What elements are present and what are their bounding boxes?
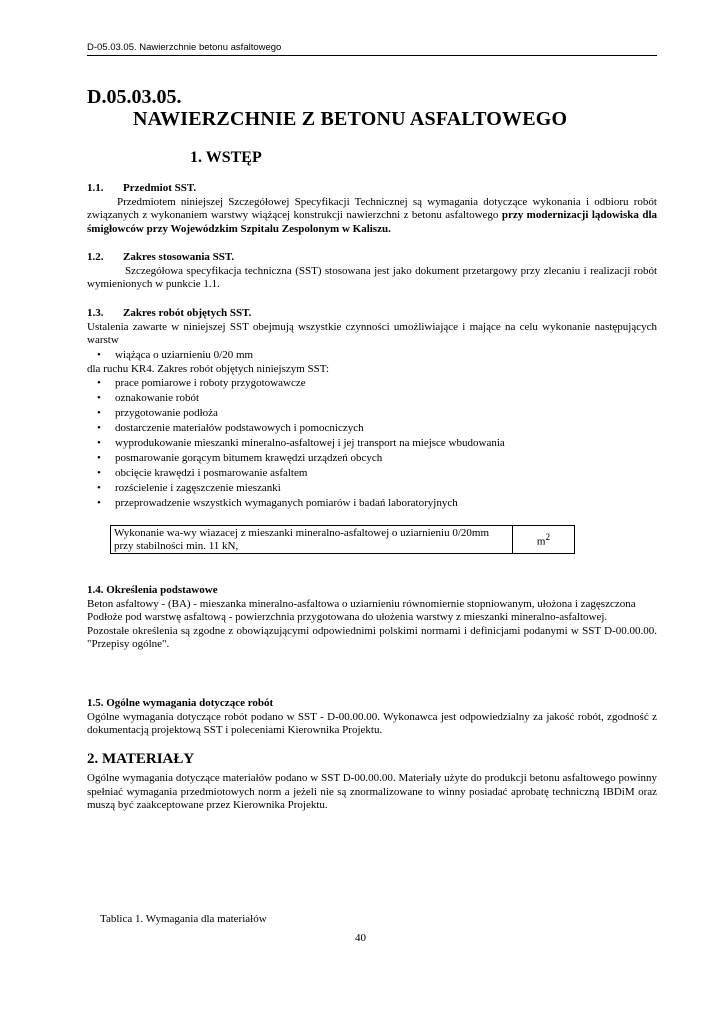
list-item: • oznakowanie robót [87,391,657,406]
document-code: D.05.03.05. [87,86,182,108]
list-item: • przeprowadzenie wszystkich wymaganych pomiarów i badań laboratoryjnych [87,496,657,511]
list-item: • przygotowanie podłoża [87,406,657,421]
section-1-2-text: Szczegółowa specyfikacja techniczna (SST) stosowana jest jako dokument przetargowy przy zlecaniu i realizacji robót wymienionych w punkcie 1.1. [87,264,657,290]
header-divider [87,55,657,56]
section-1-3-heading: 1.3. Zakres robót objętych SST. [87,307,252,319]
section-1-2 [87,251,657,292]
section-1-4 [87,584,657,652]
list-item: • rozścielenie i zagęszczenie mieszanki [87,481,657,496]
definition-paragraph: Pozostałe określenia są zgodne z obowiązującymi odpowiednimi polskimi normami i definicjami podanymi w SST D-00.00.00. "Przepisy ogólne". [87,624,657,650]
list-item: • dostarczenie materiałów podstawowych i pomocniczych [87,421,657,436]
section-1-5-text: Ogólne wymagania dotyczące robót podano w SST - D-00.00.00. Wykonawca jest odpowiedzialny za jakość robót, zgodność z dokumentacją projektową SST i poleceniami Kierownika Projektu. [87,710,657,736]
section-2-text: Ogólne wymagania dotyczące materiałów podano w SST D-00.00.00. Materiały użyte do produkcji betonu asfaltowego powinny spełniać wymagania przedmiotowych norm a jeżeli nie są znormalizowane to winny posiadać aprobatę techniczną IBDiM oraz muszą być zaakceptowane przez Kierownika Projektu. [87,772,657,811]
table-caption: Tablica 1. Wymagania dla materiałów [100,913,267,925]
scope-list [87,376,657,511]
list-item: • wyprodukowanie mieszanki mineralno-asfaltowej i jej transport na miejsce wbudowania [87,436,657,451]
list-item: • prace pomiarowe i roboty przygotowawcze [87,376,657,391]
list-item: • obcięcie krawędzi i posmarowanie asfaltem [87,466,657,481]
section-1-1-text: Przedmiotem niniejszej Szczegółowej Specyfikacji Technicznej są wymagania dotyczące wykonania i odbioru robót związanych z wykonaniem warstwy wiążącej konstrukcji nawierzchni z betonu asfaltowego przy modernizacji lądowiska dla śmigłowców przy Wojewódzkim Szpitalu Zespolonym w Kaliszu. [87,195,657,235]
section-1-heading: 1. WSTĘP [190,149,262,166]
list-item: • posmarowanie gorącym bitumem krawędzi urządzeń obcych [87,451,657,466]
section-1-5 [87,697,657,738]
section-1-4-heading: 1.4. Określenia podstawowe [87,584,218,596]
definition-paragraph: Podłoże pod warstwę asfaltową - powierzchnia przygotowana do ułożenia warstwy z mieszanki mineralno-asfaltowej. [87,611,608,623]
running-header: D-05.03.05. Nawierzchnie betonu asfaltowego [87,42,282,53]
section-1-3-intro: Ustalenia zawarte w niniejszej SST obejmują wszystkie czynności umożliwiające i mające na celu wykonanie następujących warstw [87,320,657,346]
layer-list [87,348,657,363]
list-item: • wiążąca o uziarnieniu 0/20 mm [87,348,657,363]
scope-table [110,525,575,554]
table-row [111,526,575,554]
section-1-2-heading: 1.2. Zakres stosowania SST. [87,251,235,263]
document-title: NAWIERZCHNIE Z BETONU ASFALTOWEGO [133,108,568,130]
definition-paragraph: Beton asfaltowy - (BA) - mieszanka mineralno-asfaltowa o uziarnieniu równomiernie stopniowanym, ułożona i zagęszczona [87,597,636,610]
scope-line: dla ruchu KR4. Zakres robót objętych niniejszym SST: [87,362,330,375]
page-number: 40 [355,932,366,944]
table-cell-description: Wykonanie wa-wy wiazacej z mieszanki mineralno-asfaltowej o uziarnieniu 0/20mm przy stabilności min. 11 kN, [111,526,513,554]
section-1-5-heading: 1.5. Ogólne wymagania dotyczące robót [87,697,274,709]
section-1-1 [87,182,657,236]
table-cell-unit: $m^2$ [513,526,575,554]
section-1-1-heading: 1.1. Przedmiot SST. [87,182,197,194]
section-1-3 [87,307,657,511]
section-2-heading: 2. MATERIAŁY [87,751,195,767]
